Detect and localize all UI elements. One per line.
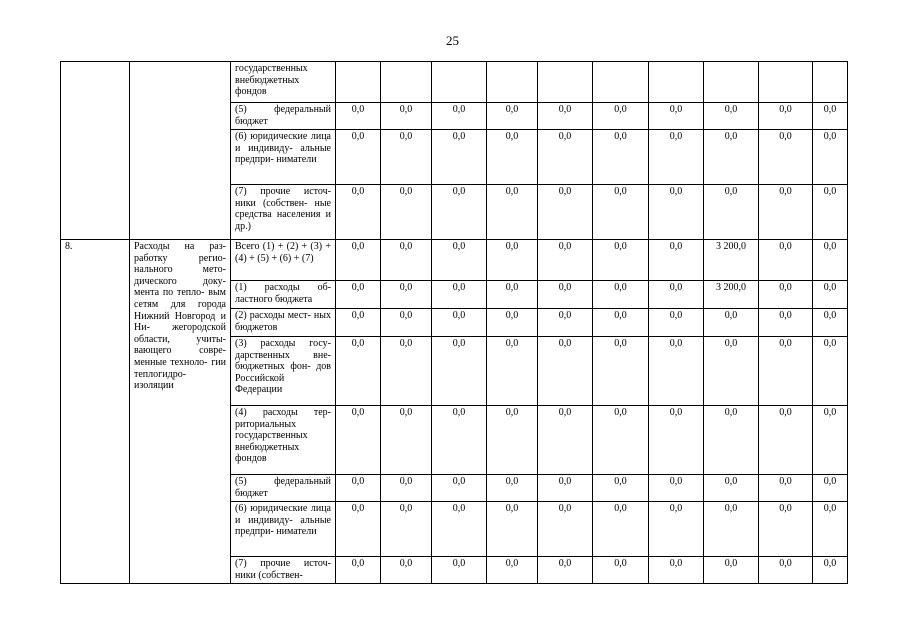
value-cell: 0,0 xyxy=(759,240,813,281)
value-cell: 0,0 xyxy=(593,281,649,309)
value-cell: 0,0 xyxy=(381,103,432,130)
funding-source-cell: (7) прочие источ- ники (собствен- xyxy=(231,557,336,584)
value-cell: 0,0 xyxy=(704,557,759,584)
value-cell: 0,0 xyxy=(813,502,848,557)
value-cell xyxy=(487,62,538,103)
value-cell: 0,0 xyxy=(336,502,381,557)
value-cell: 0,0 xyxy=(336,240,381,281)
row-index-cell: 8. xyxy=(61,240,130,584)
value-cell: 0,0 xyxy=(649,185,704,240)
value-cell: 0,0 xyxy=(432,130,487,185)
value-cell: 0,0 xyxy=(759,557,813,584)
value-cell: 0,0 xyxy=(649,103,704,130)
value-cell: 0,0 xyxy=(813,130,848,185)
budget-table xyxy=(60,61,848,584)
value-cell: 0,0 xyxy=(759,130,813,185)
value-cell: 0,0 xyxy=(813,103,848,130)
value-cell: 0,0 xyxy=(759,502,813,557)
value-cell xyxy=(336,62,381,103)
funding-source-cell: Всего (1) + (2) + (3) + (4) + (5) + (6) + (7) xyxy=(231,240,336,281)
value-cell: 0,0 xyxy=(813,475,848,502)
value-cell: 0,0 xyxy=(649,240,704,281)
value-cell: 0,0 xyxy=(538,130,593,185)
row-index-cell xyxy=(61,62,130,240)
value-cell: 0,0 xyxy=(487,337,538,406)
value-cell: 0,0 xyxy=(704,185,759,240)
value-cell: 0,0 xyxy=(336,281,381,309)
value-cell: 0,0 xyxy=(538,502,593,557)
value-cell: 0,0 xyxy=(487,130,538,185)
value-cell: 0,0 xyxy=(759,337,813,406)
value-cell: 0,0 xyxy=(432,406,487,475)
value-cell: 0,0 xyxy=(487,103,538,130)
value-cell: 0,0 xyxy=(759,309,813,337)
value-cell: 0,0 xyxy=(593,185,649,240)
value-cell: 0,0 xyxy=(538,240,593,281)
value-cell: 0,0 xyxy=(704,502,759,557)
value-cell: 0,0 xyxy=(487,281,538,309)
value-cell: 0,0 xyxy=(487,240,538,281)
value-cell: 0,0 xyxy=(487,309,538,337)
funding-source-cell: (6) юридические лица и индивиду- альные предпри- ниматели xyxy=(231,502,336,557)
value-cell: 0,0 xyxy=(432,309,487,337)
value-cell xyxy=(649,62,704,103)
value-cell: 0,0 xyxy=(704,103,759,130)
value-cell: 0,0 xyxy=(381,309,432,337)
value-cell xyxy=(538,62,593,103)
value-cell: 3 200,0 xyxy=(704,281,759,309)
value-cell: 0,0 xyxy=(704,130,759,185)
value-cell: 0,0 xyxy=(813,557,848,584)
value-cell: 0,0 xyxy=(538,557,593,584)
value-cell: 0,0 xyxy=(593,337,649,406)
value-cell: 0,0 xyxy=(759,406,813,475)
value-cell: 0,0 xyxy=(538,281,593,309)
value-cell: 0,0 xyxy=(593,130,649,185)
value-cell: 0,0 xyxy=(759,103,813,130)
value-cell: 0,0 xyxy=(813,281,848,309)
funding-source-cell: (3) расходы госу- дарственных вне- бюджетных фон- дов Российской Федерации xyxy=(231,337,336,406)
value-cell: 0,0 xyxy=(593,309,649,337)
value-cell: 0,0 xyxy=(336,557,381,584)
funding-source-cell: (4) расходы тер- риториальных государственных внебюджетных фондов xyxy=(231,406,336,475)
funding-source-cell: (6) юридические лица и индивиду- альные предпри- ниматели xyxy=(231,130,336,185)
value-cell: 0,0 xyxy=(487,185,538,240)
value-cell: 0,0 xyxy=(381,130,432,185)
value-cell xyxy=(759,62,813,103)
value-cell: 0,0 xyxy=(432,502,487,557)
value-cell: 0,0 xyxy=(704,475,759,502)
value-cell: 0,0 xyxy=(336,475,381,502)
page-number: 25 xyxy=(446,33,459,48)
value-cell: 0,0 xyxy=(381,185,432,240)
value-cell: 0,0 xyxy=(381,337,432,406)
funding-source-cell: (7) прочие источ- ники (собствен- ные средства населения и др.) xyxy=(231,185,336,240)
value-cell: 0,0 xyxy=(381,406,432,475)
measure-description-cell: Расходы на раз- работку регио- нального мето- дического доку- мента по тепло- вым сетям для города Нижний Новгород и Ни- жегородской области, учиты- вающего совре- менные техноло- гии теплогидро- изоляции xyxy=(130,240,231,584)
value-cell: 0,0 xyxy=(649,406,704,475)
value-cell: 0,0 xyxy=(487,502,538,557)
value-cell: 0,0 xyxy=(336,337,381,406)
value-cell: 0,0 xyxy=(593,103,649,130)
value-cell: 0,0 xyxy=(813,240,848,281)
value-cell: 0,0 xyxy=(381,475,432,502)
value-cell: 0,0 xyxy=(538,406,593,475)
value-cell: 0,0 xyxy=(704,337,759,406)
value-cell: 0,0 xyxy=(336,185,381,240)
value-cell: 0,0 xyxy=(593,240,649,281)
value-cell: 0,0 xyxy=(704,309,759,337)
value-cell: 0,0 xyxy=(487,475,538,502)
value-cell: 0,0 xyxy=(538,309,593,337)
value-cell: 0,0 xyxy=(336,309,381,337)
value-cell: 0,0 xyxy=(593,502,649,557)
value-cell: 0,0 xyxy=(649,309,704,337)
value-cell: 0,0 xyxy=(813,337,848,406)
value-cell: 0,0 xyxy=(432,337,487,406)
value-cell: 0,0 xyxy=(649,337,704,406)
value-cell: 0,0 xyxy=(432,557,487,584)
value-cell xyxy=(704,62,759,103)
value-cell: 0,0 xyxy=(432,185,487,240)
value-cell: 0,0 xyxy=(538,185,593,240)
value-cell: 0,0 xyxy=(487,557,538,584)
funding-source-cell: (1) расходы об- ластного бюджета xyxy=(231,281,336,309)
measure-description-cell xyxy=(130,62,231,240)
value-cell: 0,0 xyxy=(759,281,813,309)
funding-source-cell: (5) федеральный бюджет xyxy=(231,103,336,130)
value-cell: 0,0 xyxy=(813,185,848,240)
value-cell: 0,0 xyxy=(432,240,487,281)
value-cell xyxy=(593,62,649,103)
value-cell: 0,0 xyxy=(759,185,813,240)
value-cell: 0,0 xyxy=(432,281,487,309)
value-cell: 0,0 xyxy=(538,103,593,130)
value-cell: 0,0 xyxy=(593,557,649,584)
value-cell: 0,0 xyxy=(593,475,649,502)
value-cell: 0,0 xyxy=(432,475,487,502)
value-cell xyxy=(813,62,848,103)
value-cell: 0,0 xyxy=(538,337,593,406)
funding-source-cell: (2) расходы мест- ных бюджетов xyxy=(231,309,336,337)
value-cell: 0,0 xyxy=(704,406,759,475)
value-cell: 0,0 xyxy=(813,309,848,337)
value-cell: 0,0 xyxy=(649,281,704,309)
value-cell xyxy=(432,62,487,103)
value-cell: 0,0 xyxy=(336,130,381,185)
value-cell: 0,0 xyxy=(381,281,432,309)
value-cell: 0,0 xyxy=(759,475,813,502)
value-cell: 0,0 xyxy=(381,240,432,281)
funding-source-cell: государственных внебюджетных фондов xyxy=(231,62,336,103)
value-cell: 0,0 xyxy=(381,502,432,557)
value-cell: 0,0 xyxy=(649,130,704,185)
value-cell: 0,0 xyxy=(336,406,381,475)
value-cell: 0,0 xyxy=(432,103,487,130)
value-cell xyxy=(381,62,432,103)
value-cell: 0,0 xyxy=(813,406,848,475)
value-cell: 0,0 xyxy=(381,557,432,584)
value-cell: 0,0 xyxy=(487,406,538,475)
table-row xyxy=(61,62,848,103)
value-cell: 0,0 xyxy=(538,475,593,502)
funding-source-cell: (5) федеральный бюджет xyxy=(231,475,336,502)
value-cell: 0,0 xyxy=(649,557,704,584)
table-row xyxy=(61,240,848,281)
value-cell: 0,0 xyxy=(593,406,649,475)
value-cell: 0,0 xyxy=(649,502,704,557)
value-cell: 3 200,0 xyxy=(704,240,759,281)
value-cell: 0,0 xyxy=(649,475,704,502)
value-cell: 0,0 xyxy=(336,103,381,130)
